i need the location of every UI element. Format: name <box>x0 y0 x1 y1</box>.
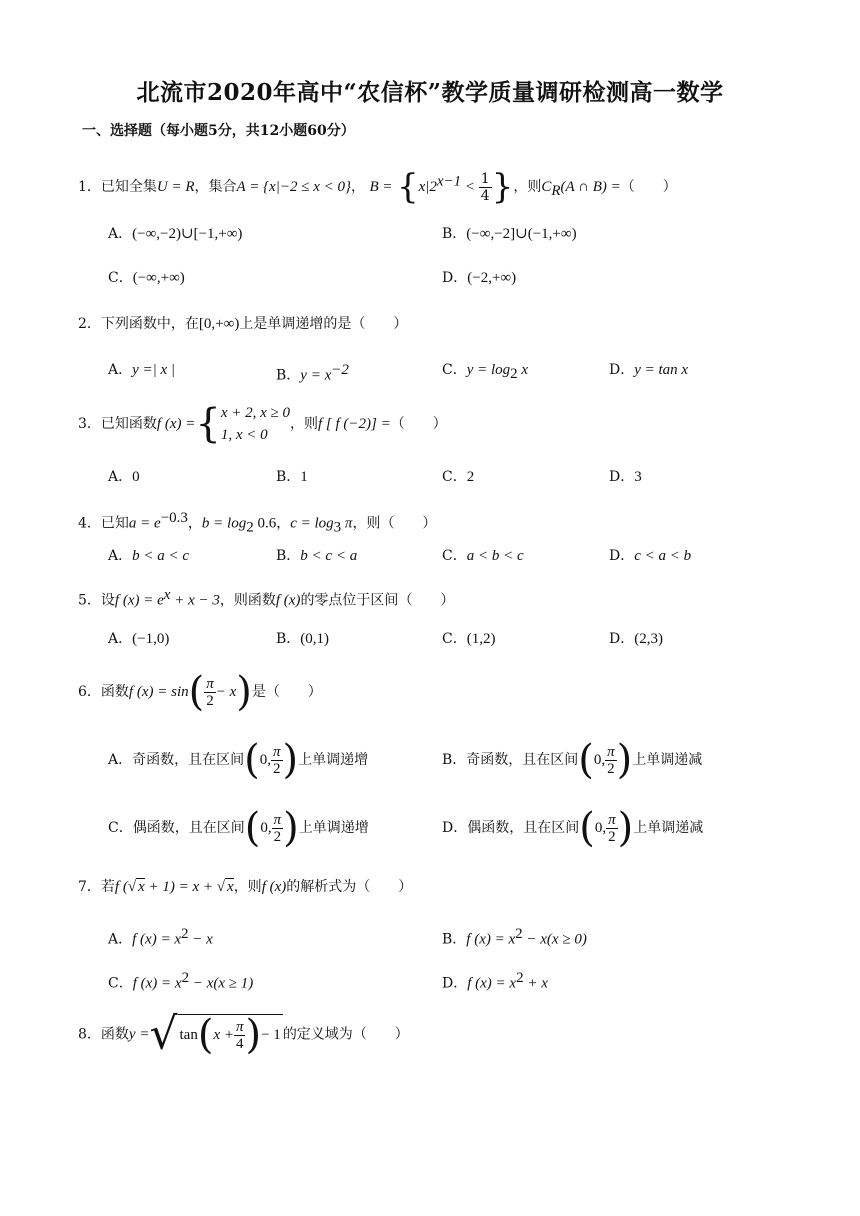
q2-option-b[interactable]: B．$y = x^{-2}$ <box>276 362 349 384</box>
q1-option-c[interactable]: C．(−∞,+∞) <box>108 270 185 286</box>
question-7: 7．若f (√ x + 1) = x + √ x，则f (x)的解析式为（ ） <box>78 879 413 895</box>
q4-option-a[interactable]: A．b < a < c <box>108 548 190 564</box>
question-5: 5．设f $(x) = e^x + x - 3$，则函数f (x)的零点位于区间（ ） <box>78 587 455 609</box>
question-8: 8．函数y =√ tan(x + $\frac{\pi}{4}$ )− 1 的定义域为（ ） <box>78 1008 409 1060</box>
q3-option-a[interactable]: A．0 <box>108 469 140 485</box>
q5-option-d[interactable]: D．(2,3) <box>609 631 663 647</box>
question-2: 2．下列函数中，在[0,+∞)上是单调递增的是（ ） <box>78 316 408 332</box>
q3-option-d[interactable]: D．3 <box>609 469 642 485</box>
q3-option-b[interactable]: B．1 <box>276 469 308 485</box>
q5-option-c[interactable]: C．(1,2) <box>442 631 496 647</box>
fraction: $\frac{\pi}{2}$ <box>206 675 214 709</box>
piecewise-cases: x + 2, x ≥ 0 1, x < 0 <box>220 405 290 443</box>
page-title: 北流市2020年高中“农信杯”教学质量调研检测高一数学 <box>136 79 724 106</box>
q5-option-a[interactable]: A．(−1,0) <box>108 631 170 647</box>
q2-option-d[interactable]: D．y = tan x <box>609 362 689 378</box>
section-heading: 一、选择题（每小题5分，共12小题60分） <box>82 123 355 139</box>
question-1: 1．已知全集U = R，集合A = {x|−2 ≤ x < 0}， $B = \{x|2^{x-1}$ < $\frac{1}{4}$ }，则$C_R(A$ ∩ B) =（ ） <box>78 167 677 207</box>
q2-option-c[interactable]: C．$y = \log_2 x$ <box>442 362 529 382</box>
question-4: 4．已知$a = e^{-0.3}$，$b = \log_2 0.6$，$c = \log_3 \pi$，则（ ） <box>78 510 437 536</box>
q1-option-a[interactable]: A．(−∞,−2)∪[−1,+∞) <box>108 226 243 242</box>
question-6: 6．函数f (x) = sin( $\frac{\pi}{2}$ − x)是（ ） <box>78 669 322 715</box>
q4-option-c[interactable]: C．a < b < c <box>442 548 524 564</box>
sqrt-radicand: tan(x + $\frac{\pi}{4}$ )− 1 <box>179 1012 281 1058</box>
q7-option-d[interactable]: D．f $(x) = x^2 + x$ <box>442 970 548 992</box>
q1-option-b[interactable]: B．(−∞,−2]∪(−1,+∞) <box>442 226 577 242</box>
q4-option-b[interactable]: B．b < c < a <box>276 548 358 564</box>
q6-option-b[interactable]: B．奇函数，且在区间(0, $\frac{\pi}{2}$ )上单调递减 <box>442 737 703 783</box>
question-3: 3．已知函数f (x) ={ x + 2, x ≥ 0 1, x < 0 ，则f [ f (−2)] =（ ） <box>78 401 447 447</box>
fraction: $\frac{1}{4}$ <box>480 170 490 204</box>
q6-option-c[interactable]: C．偶函数，且在区间(0, $\frac{\pi}{2}$ )上单调递增 <box>108 805 369 851</box>
q2-option-a[interactable]: A．y =| x | <box>108 362 176 378</box>
q7-option-b[interactable]: B．f $(x) = x^2 - x(x \ge 0)$ <box>442 926 587 948</box>
q3-option-c[interactable]: C．2 <box>442 469 475 485</box>
q6-option-a[interactable]: A．奇函数，且在区间(0, $\frac{\pi}{2}$ )上单调递增 <box>108 737 369 783</box>
q6-option-d[interactable]: D．偶函数，且在区间(0, $\frac{\pi}{2}$ )上单调递减 <box>442 805 704 851</box>
q1-option-d[interactable]: D．(−2,+∞) <box>442 270 517 286</box>
q7-option-a[interactable]: A．f $(x) = x^2 - x$ <box>108 926 213 948</box>
q5-option-b[interactable]: B．(0,1) <box>276 631 330 647</box>
q4-option-d[interactable]: D．c < a < b <box>609 548 692 564</box>
q7-option-c[interactable]: C．f $(x) = x^2 - x(x \ge 1)$ <box>108 970 254 992</box>
